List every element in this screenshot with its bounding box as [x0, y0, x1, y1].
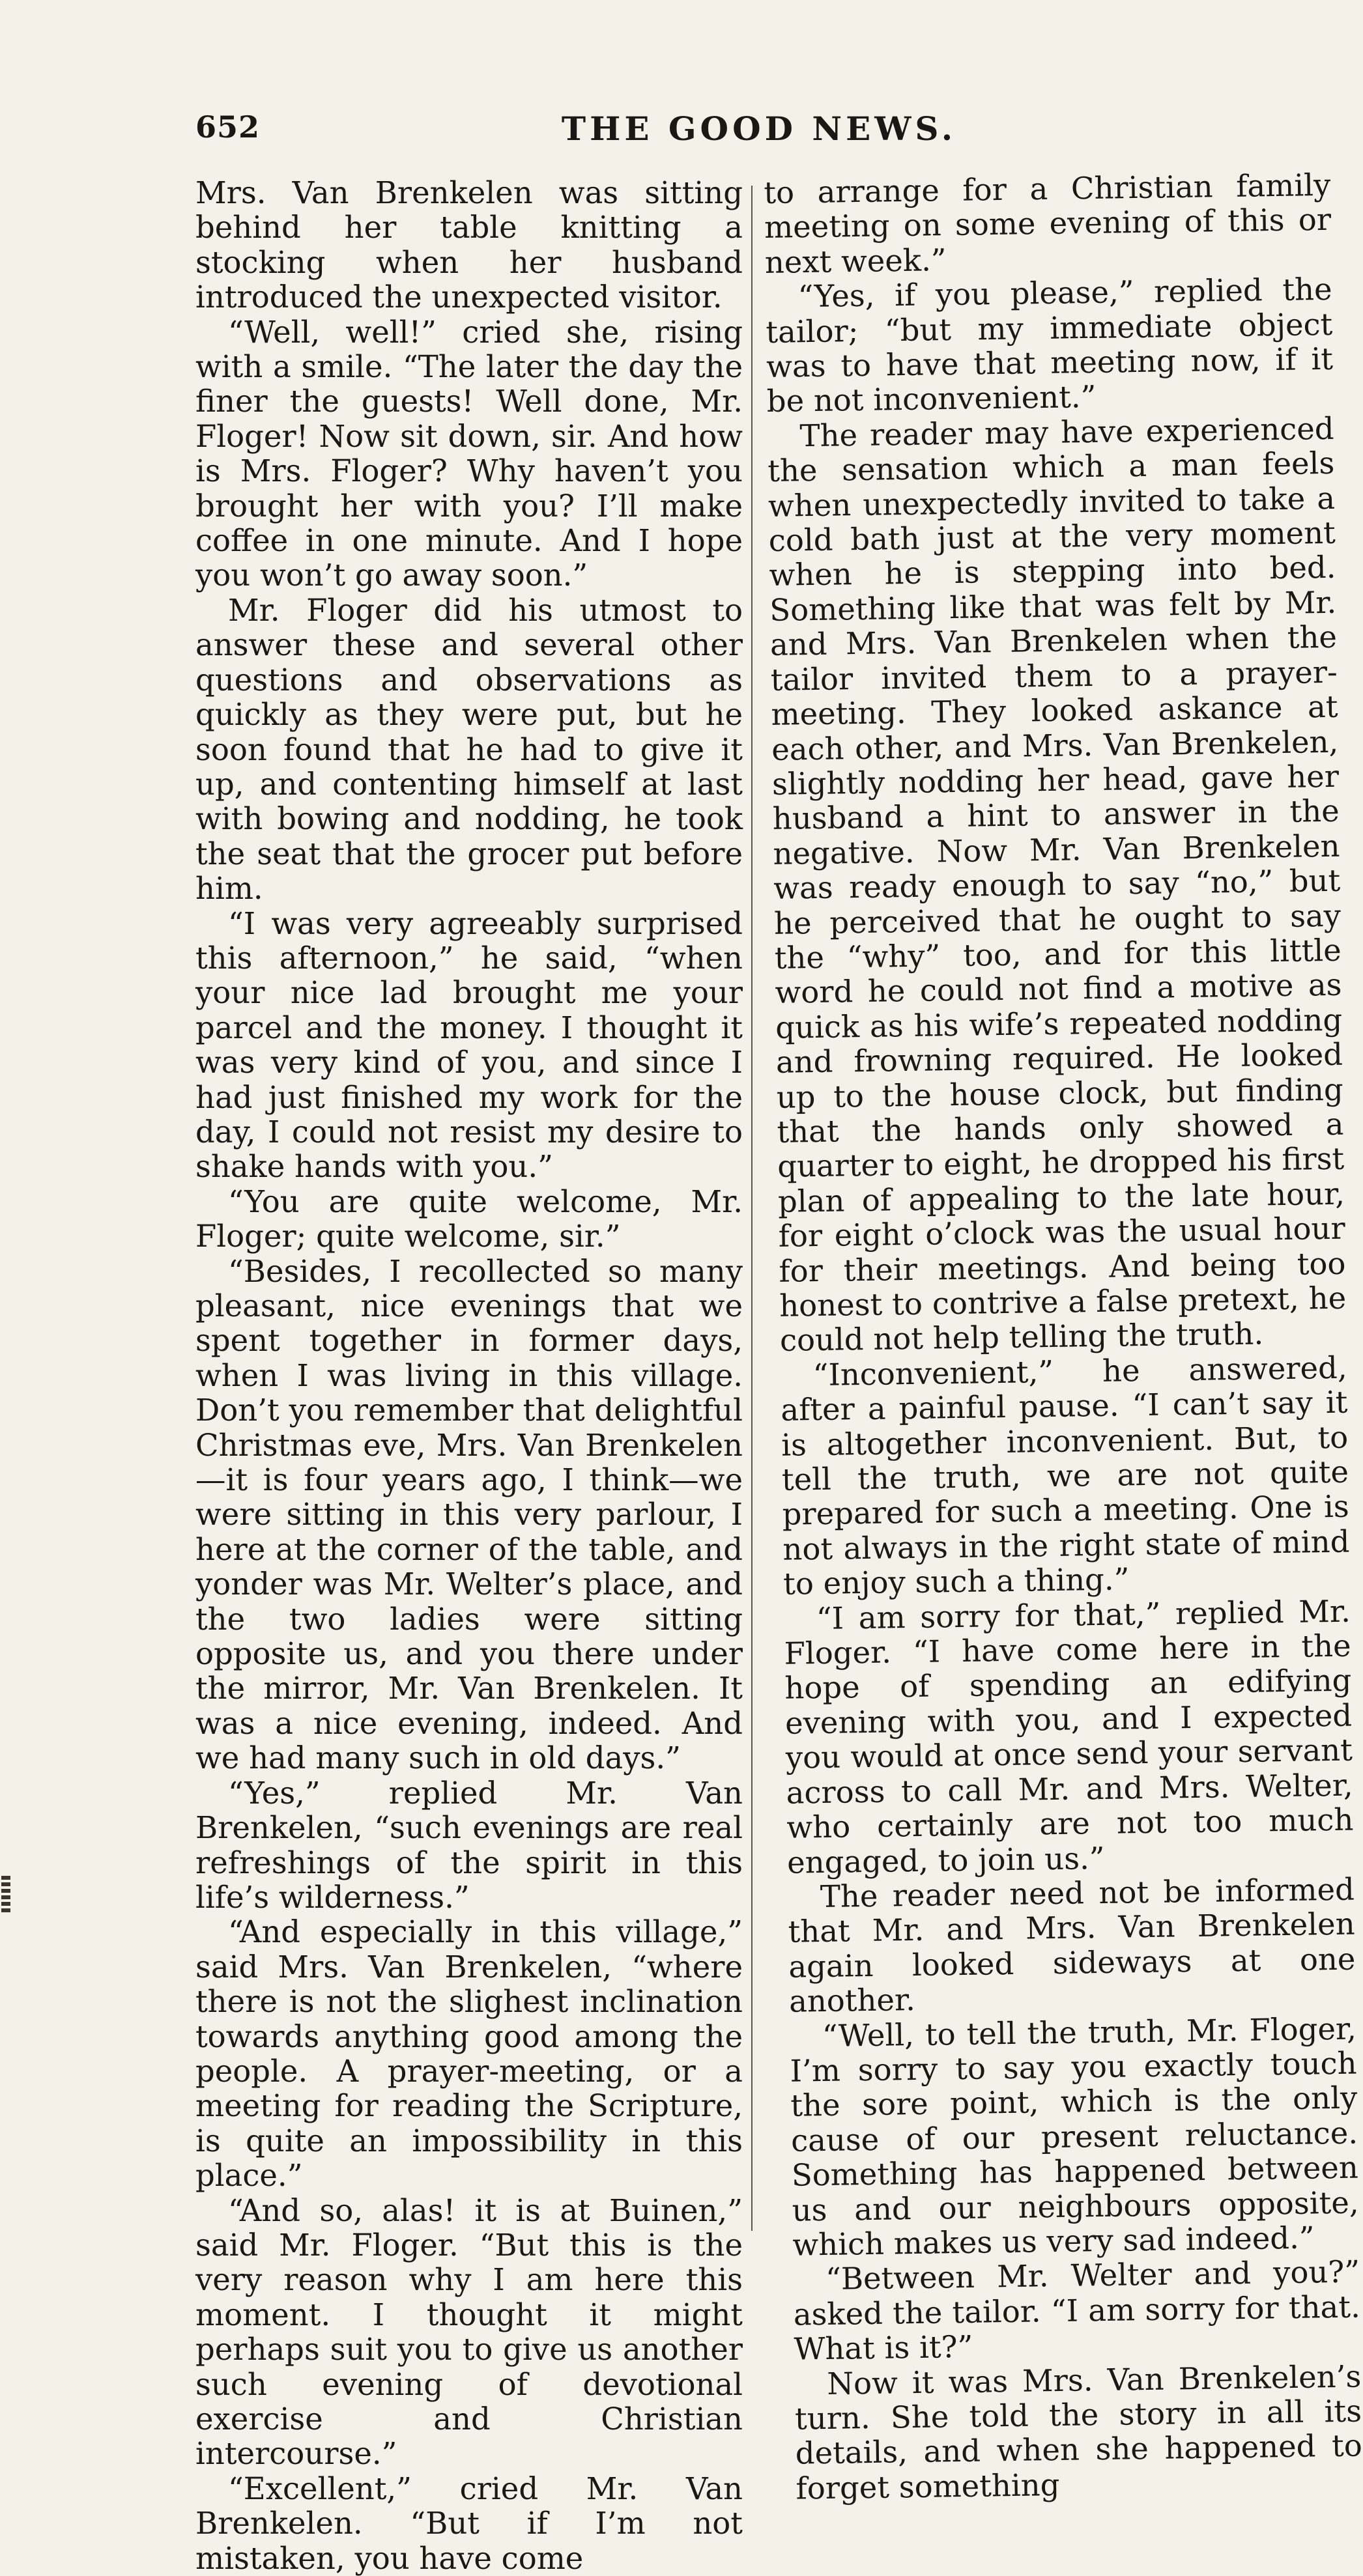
paragraph: “Besides, I recollected so many pleasant, nice evenings that we spent together in former days, when I was living in this village. Don’t you remember that delightful Christmas eve, Mrs. Van Brenkelen—it is four years ago, I think—we were sitting in this very parlour, I here at the corner of the table, and yonder was Mr. Welter’s place, and the two ladies were sitting opposite us, and you there under the mirror, Mr. Van Brenkelen. It was a nice evening, indeed. And we had many such in old days.” — [195, 1253, 743, 1776]
page-header — [195, 98, 1323, 156]
paragraph: “Well, to tell the truth, Mr. Floger, I’m sorry to say you exactly touch the sore point, which is the only cause of our present reluctance. Something has happened between us and our neighbours opposite, which makes us very sad indeed.” — [790, 2011, 1359, 2263]
paragraph: The reader need not be informed that Mr. and Mrs. Van Brenkelen again looked sideways at one another. — [788, 1871, 1356, 2019]
binding-mark — [1, 1876, 10, 1915]
right-column — [763, 167, 1363, 2506]
paragraph: Mr. Floger did his utmost to answer these and several other questions and observations as quickly as they were put, but he soon found that he had to give it up, and contenting himself at last with bowing and nodding, he took the seat that the grocer put before him. — [195, 592, 743, 907]
paragraph: “Inconvenient,” he answered, after a painful pause. “I can’t say it is altogether inconvenient. But, to tell the truth, we are not quite prepared for such a meeting. One is not always in the right state of mind to enjoy such a thing.” — [781, 1350, 1350, 1602]
paragraph: “Excellent,” cried Mr. Van Brenkelen. “But if I’m not mistaken, you have come — [195, 2470, 743, 2576]
left-column — [195, 175, 743, 2576]
paragraph-continuation: to arrange for a Christian family meeting on some evening of this or next week.” — [763, 167, 1332, 280]
paragraph: “And especially in this village,” said Mrs. Van Brenkelen, “where there is not the slighest inclination towards anything good among the people. A prayer-meeting, or a meeting for reading the Scripture, is quite an impossibility in this place.” — [195, 1914, 743, 2194]
paragraph: “I am sorry for that,” replied Mr. Floger. “I have come here in the hope of spending an edifying evening with you, and I expected you would at once send your servant across to call Mr. and Mrs. Welter, who certainly are not too much engaged, to join us.” — [784, 1593, 1354, 1880]
paragraph: “Yes,” replied Mr. Van Brenkelen, “such evenings are real refreshings of the spirit in this life’s wilderness.” — [195, 1775, 743, 1915]
paragraph: “You are quite welcome, Mr. Floger; quite welcome, sir.” — [195, 1183, 743, 1254]
paragraph: “Well, well!” cried she, rising with a smile. “The later the day the finer the guests! Well done, Mr. Floger! Now sit down, sir. And how is Mrs. Floger? Why haven’t you brought her with you? I’ll make coffee in one minute. And I hope you won’t go away soon.” — [195, 314, 743, 593]
column-divider — [751, 186, 753, 2231]
paragraph: “Yes, if you please,” replied the tailor; “but my immediate object was to have that meeting now, if it be not inconvenient.” — [765, 272, 1334, 419]
paragraph: Now it was Mrs. Van Brenkelen’s turn. She told the story in all its details, and when she happened to forget something — [794, 2358, 1363, 2506]
paragraph: The reader may have experienced the sensation which a man feels when unexpectedly invited to take a cold bath just at the very moment when he is stepping into bed. Something like that was felt by Mr. and Mrs. Van Brenkelen when the tailor invited them to a prayer-meeting. They looked askance at each other, and Mrs. Van Brenkelen, slightly nodding her head, gave her husband a hint to answer in the negative. Now Mr. Van Brenkelen was ready enough to say “no,” but he perceived that he ought to say the “why” too, and for this little word he could not find a motive as quick as his wife’s repeated nodding and frowning required. He looked up to the house clock, but finding that the hands only showed a quarter to eight, he dropped his first plan of appealing to the late hour, for eight o’clock was the usual hour for their meetings. And being too honest to contrive a false pretext, he could not help telling the truth. — [767, 410, 1347, 1359]
paragraph: “And so, alas! it is at Buinen,” said Mr. Floger. “But this is the very reason why I am here this moment. I thought it might perhaps suit you to give us another such evening of devotional exercise and Christian intercourse.” — [195, 2192, 743, 2472]
page-number: 652 — [195, 109, 261, 145]
running-title: THE GOOD NEWS. — [561, 109, 957, 148]
paragraph: Mrs. Van Brenkelen was sitting behind her table knitting a stocking when her husband introduced the unexpected visitor. — [195, 175, 743, 315]
paragraph: “Between Mr. Welter and you?” asked the tailor. “I am sorry for that. What is it?” — [793, 2254, 1361, 2367]
paragraph: “I was very agreeably surprised this afternoon,” he said, “when your nice lad brought me your parcel and the money. I thought it was very kind of you, and since I had just finished my work for the day, I could not resist my desire to shake hands with you.” — [195, 905, 743, 1185]
